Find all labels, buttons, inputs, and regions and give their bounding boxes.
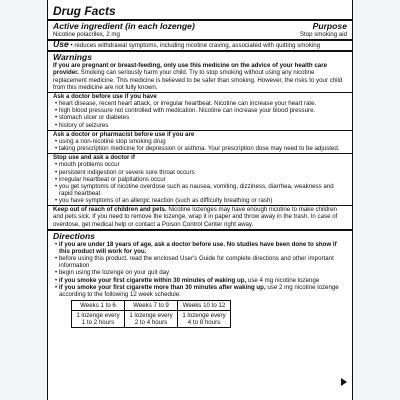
list-item (53, 269, 347, 276)
list-item: • persistent indigestion or severe sore throat occurs (53, 169, 347, 176)
ask-doctor-header: Ask a doctor before use if you have (53, 92, 157, 100)
pregnancy-warning-text: Smoking can seriously harm your child. Try to stop smoking without using any nicotine replacement medicine. This medicine is believed to be safer than smoking. However, the risks to your child from this medicine are not fully known. (53, 69, 343, 91)
table-row (72, 311, 231, 328)
use-section (53, 41, 347, 49)
keep-out-of-reach-text: Nicotine lozenges may have enough nicotine to make children and pets sick. If you need to remove the lozenge, wrap it in paper and throw away in the trash. In case of overdose, get medical help or contact a Poison Control Center right away. (53, 206, 338, 228)
direction-text: use 2 mg nicotine lozenge according to the following 12 week schedule: (59, 283, 339, 298)
direction-bold: if you smoke your first cigarette more than 30 minutes after waking up, (58, 283, 266, 291)
list-item: • using a non-nicotine stop smoking drug (53, 138, 347, 145)
active-ingredient: Nicotine polacrilex, 2 mg (53, 31, 120, 38)
table-row (72, 301, 231, 311)
stop-use-header: Stop use and ask a doctor if (53, 154, 135, 162)
directions-header: Directions (53, 230, 96, 241)
list-item: • stomach ulcer or diabetes (53, 114, 347, 121)
table-cell: 1 lozenge every 4 to 8 hours (178, 311, 231, 328)
purpose: Stop smoking aid (299, 31, 347, 38)
stop-use-list (53, 161, 347, 204)
list-item: • history of seizures (53, 122, 347, 129)
active-ingredient-row (53, 31, 347, 38)
use-header: Use (53, 39, 69, 50)
table-cell: 1 lozenge every 1 to 2 hours (72, 311, 125, 328)
direction-bold: if you smoke your first cigarette within 30 minutes of waking up, (58, 276, 247, 284)
purpose-header: Purpose (312, 21, 347, 31)
direction-text: use 4 mg nicotine lozenge (247, 276, 320, 284)
list-item: • high blood pressure not controlled with medication. Nicotine can increase your blood pressure. (53, 107, 347, 114)
direction-bold: if you are under 18 years of age, ask a doctor before use. No studies have been done to show if this product will work for you. (58, 240, 337, 255)
list-item (53, 255, 347, 269)
pregnancy-warning (53, 62, 347, 91)
list-item (53, 241, 347, 255)
use-text: • reduces withdrawal symptoms, including nicotine craving, associated with quitting smoking (70, 42, 321, 50)
table-header-cell: Weeks 7 to 9 (125, 301, 178, 311)
directions-list (53, 241, 347, 298)
dosing-schedule-table (71, 300, 231, 328)
continue-arrow-icon (341, 378, 347, 386)
direction-text: begin using the lozenge on your quit day (58, 269, 170, 277)
direction-text: before using this product, read the enclosed User's Guide for complete directions and other important information (58, 255, 334, 270)
pregnancy-warning-bold: If you are pregnant or breast-feeding, only use this medicine on the advice of your health care provider. (53, 62, 328, 77)
list-item: • you have symptoms of an allergic reaction (such as difficulty breathing or rash) (53, 197, 347, 204)
list-item: • taking prescription medicine for depression or asthma. Your prescription dose may need to be adjusted. (53, 145, 347, 152)
active-header-row (53, 21, 347, 31)
ask-pharmacist-list (53, 138, 347, 152)
list-item (53, 284, 347, 298)
active-ingredient-header: Active ingredient (in each lozenge) (53, 21, 195, 31)
table-header-cell: Weeks 10 to 12 (178, 301, 231, 311)
list-item: • irregular heartbeat or palpitations occur (53, 176, 347, 183)
drug-facts-panel (47, 0, 353, 400)
keep-out-of-reach (53, 206, 347, 227)
page-title: Drug Facts (53, 4, 116, 18)
list-item (53, 277, 347, 284)
ask-doctor-list (53, 100, 347, 129)
warnings-header: Warnings (53, 52, 92, 63)
keep-out-of-reach-bold: Keep out of reach of children and pets. (53, 206, 167, 214)
table-header-cell: Weeks 1 to 6 (72, 301, 125, 311)
list-item: • mouth problems occur (53, 161, 347, 168)
list-item: • heart disease, recent heart attack, or irregular heartbeat. Nicotine can increase your heart rate. (53, 100, 347, 107)
table-cell: 1 lozenge every 2 to 4 hours (125, 311, 178, 328)
ask-pharmacist-header: Ask a doctor or pharmacist before use if you are (53, 130, 195, 138)
list-item: • you get symptoms of nicotine overdose such as nausea, vomiting, dizziness, diarrhea, weakness and rapid heartbeat (53, 183, 347, 197)
